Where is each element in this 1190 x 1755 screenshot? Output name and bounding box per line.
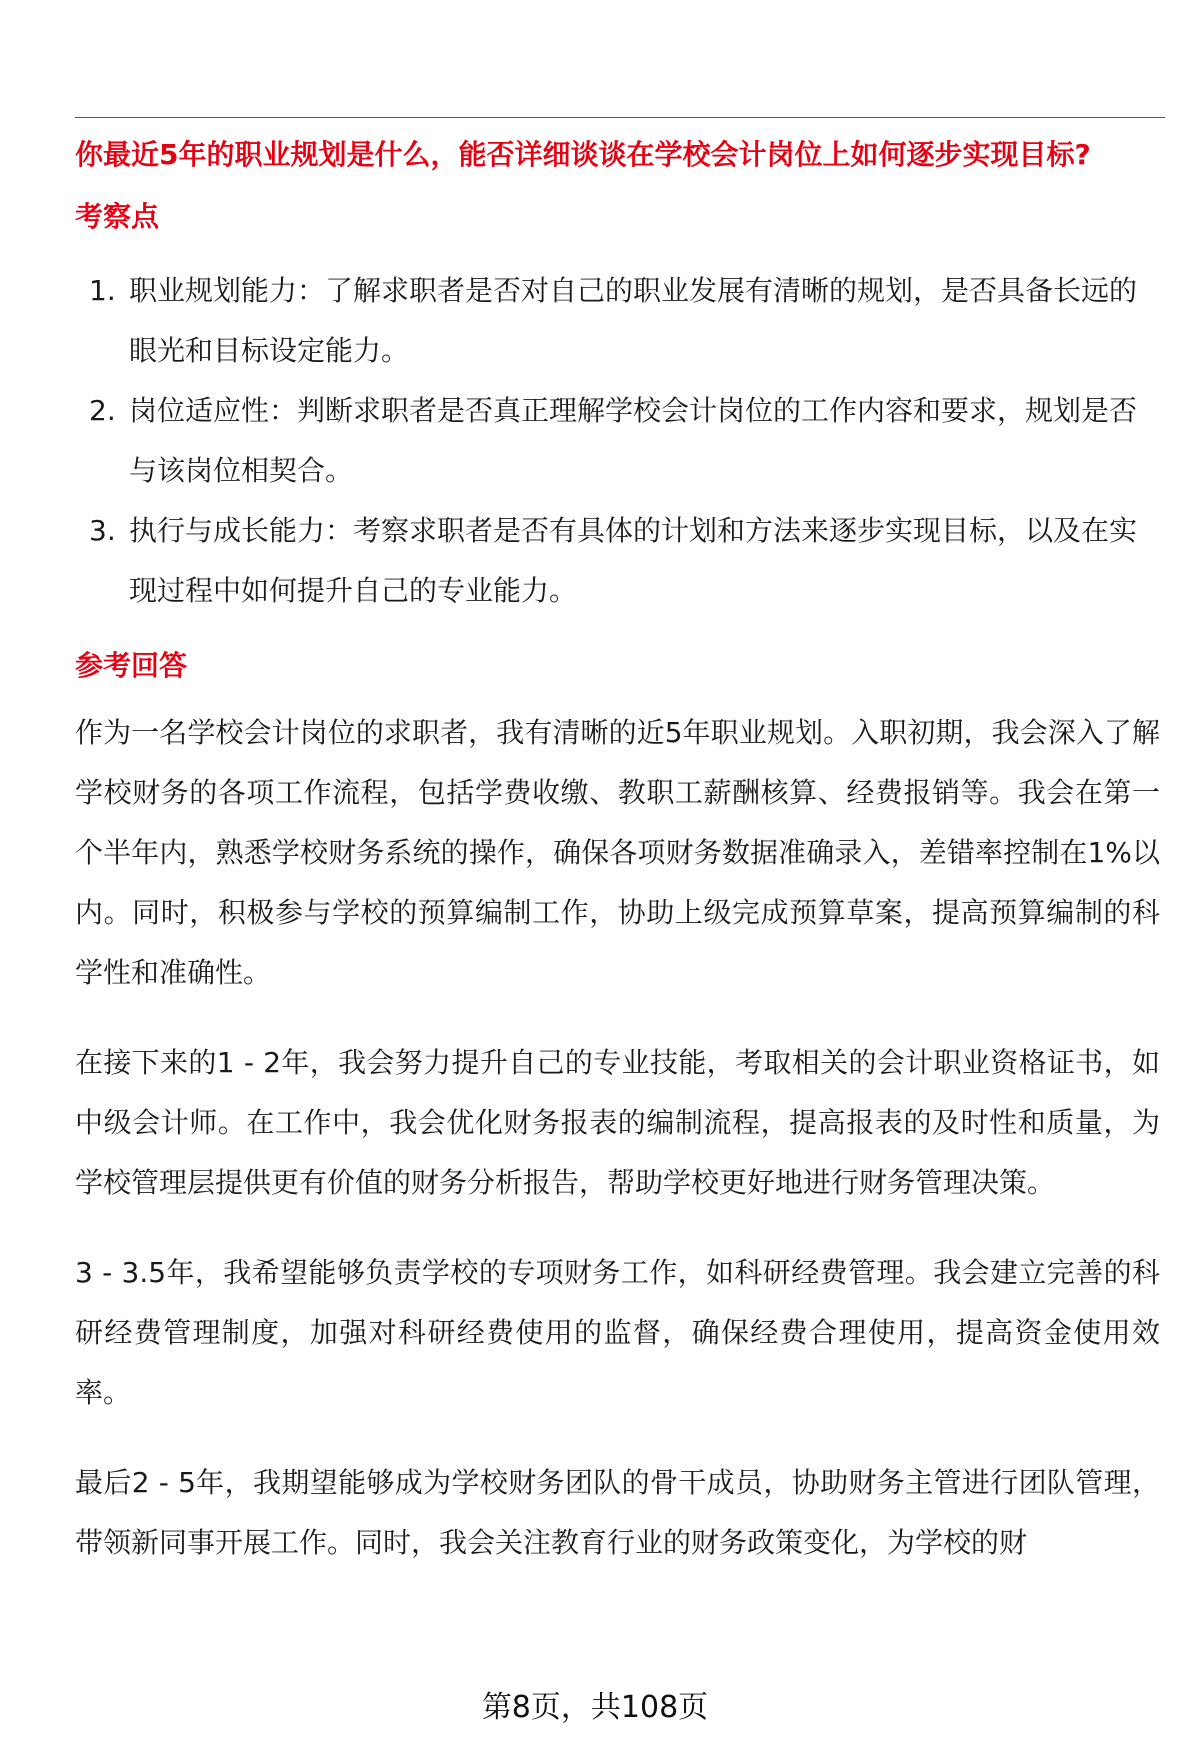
- list-item-number: 1.: [89, 274, 116, 307]
- answer-paragraph: 作为一名学校会计岗位的求职者，我有清晰的近5年职业规划。入职初期，我会深入了解学校财务的各项工作流程，包括学费收缴、教职工薪酬核算、经费报销等。我会在第一个半年内，熟悉学校财务系统的操作，确保各项财务数据准确录入，差错率控制在1%以内。同时，积极参与学校的预算编制工作，协助上级完成预算草案，提高预算编制的科学性和准确性。: [75, 716, 1160, 989]
- list-item-text: 执行与成长能力：考察求职者是否有具体的计划和方法来逐步实现目标，以及在实现过程中如何提升自己的专业能力。: [129, 514, 1138, 607]
- list-item: [75, 261, 1160, 381]
- document-body: [75, 136, 1160, 1603]
- answer-paragraphs: [75, 703, 1160, 1573]
- focus-heading: 考察点: [75, 200, 160, 233]
- list-item-number: 2.: [89, 394, 116, 427]
- list-item-text: 岗位适应性：判断求职者是否真正理解学校会计岗位的工作内容和要求，规划是否与该岗位相契合。: [129, 394, 1138, 487]
- page-number: 第8页，共108页: [0, 1688, 1190, 1728]
- list-item-number: 3.: [89, 514, 116, 547]
- list-item: [75, 501, 1160, 621]
- focus-points-list: [75, 261, 1160, 621]
- question-title: 你最近5年的职业规划是什么，能否详细谈谈在学校会计岗位上如何逐步实现目标?: [75, 138, 1091, 171]
- answer-paragraph: 3 - 3.5年，我希望能够负责学校的专项财务工作，如科研经费管理。我会建立完善的科研经费管理制度，加强对科研经费使用的监督，确保经费合理使用，提高资金使用效率。: [75, 1256, 1160, 1409]
- list-item-text: 职业规划能力：了解求职者是否对自己的职业发展有清晰的规划，是否具备长远的眼光和目标设定能力。: [129, 274, 1138, 367]
- top-divider: [75, 117, 1165, 118]
- answer-paragraph: 最后2 - 5年，我期望能够成为学校财务团队的骨干成员，协助财务主管进行团队管理，带领新同事开展工作。同时，我会关注教育行业的财务政策变化，为学校的财: [75, 1466, 1160, 1559]
- list-item: [75, 381, 1160, 501]
- answer-paragraph: 在接下来的1 - 2年，我会努力提升自己的专业技能，考取相关的会计职业资格证书，如中级会计师。在工作中，我会优化财务报表的编制流程，提高报表的及时性和质量，为学校管理层提供更有价值的财务分析报告，帮助学校更好地进行财务管理决策。: [75, 1046, 1160, 1199]
- answer-heading: 参考回答: [75, 649, 188, 682]
